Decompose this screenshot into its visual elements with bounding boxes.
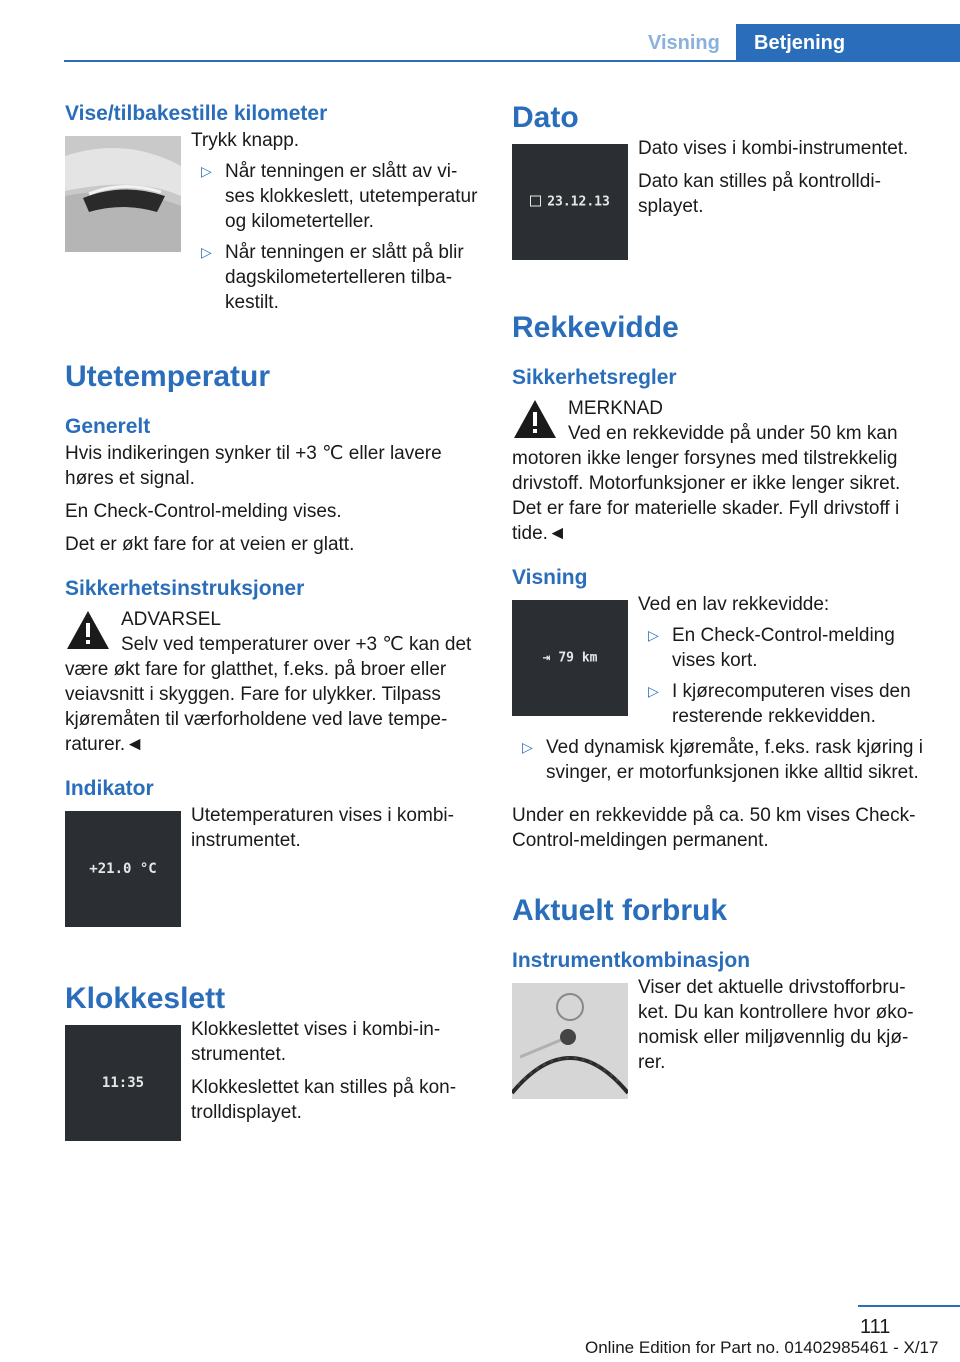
rekkevidde-title: Rekkevidde	[512, 311, 679, 344]
right-column	[512, 100, 926, 1109]
clock-display-image: 11:35	[65, 1025, 181, 1141]
range-display-image: ⇥ 79 km	[512, 600, 628, 716]
warning-text: Selv ved temperaturer over +3 ℃ kan det være økt fare for glatthet, f.eks. på broer eller veiavsnitt i skyggen. Fare for ulykker. Tilpass kjøremåten til værforholdene ved lave temperaturer.◄	[65, 634, 472, 755]
warning-label: ADVARSEL	[121, 609, 221, 630]
dato-title: Dato	[512, 101, 579, 134]
generelt-paragraph: Hvis indikeringen synker til +3 ℃ eller lavere høres et signal.	[65, 443, 442, 489]
tab-betjening[interactable]: Betjening	[736, 24, 960, 62]
utetemperatur-title: Utetemperatur	[65, 360, 271, 393]
warning-triangle-icon	[512, 398, 558, 440]
kilometer-bullet-1: ▷ Når tenningen er slått av vises klokkeslett, utetemperatur og kilometerteller.	[201, 161, 478, 232]
indikator-text: Utetemperaturen vises i kombiinstrumentet.	[191, 805, 454, 851]
generelt-paragraph: En Check-Control-melding vises.	[65, 501, 342, 522]
visning-bullet-3: ▷ Ved dynamisk kjøremåte, f.eks. rask kjøring i svinger, er motorfunksjonen ikke alltid sikret.	[522, 737, 923, 783]
generelt-paragraph: Det er økt fare for at veien er glatt.	[65, 534, 355, 555]
generelt-heading: Generelt	[65, 415, 151, 438]
rekkevidde-closing-text: Under en rekkevidde på ca. 50 km vises Check-Control-meldingen permanent.	[512, 805, 916, 851]
forbruk-title: Aktuelt forbruk	[512, 894, 728, 927]
calendar-icon	[530, 196, 541, 207]
visning-bullet-2: ▷ I kjørecomputeren vises den resterende rekkevidden.	[648, 681, 911, 727]
klokkeslett-paragraph: Klokkeslettet kan stilles på kontrolldisplayet.	[191, 1077, 457, 1123]
klokkeslett-paragraph: Klokkeslettet vises i kombi-instrumentet.	[191, 1019, 441, 1065]
forbruk-text: Viser det aktuelle drivstofforbruket. Du kan kontrollere hvor økonomisk eller miljøvennlig du kjører.	[638, 977, 914, 1073]
fuel-pump-icon: ⇥	[542, 650, 551, 666]
indikator-heading: Indikator	[65, 777, 154, 800]
dato-paragraph: Dato kan stilles på kontrolldisplayet.	[638, 171, 881, 217]
temperature-display-image: +21.0 °C	[65, 811, 181, 927]
notice-text: Ved en rekkevidde på under 50 km kan motoren ikke lenger forsynes med tilstrekkelig drivstoff. Motorfunksjoner er ikke lenger sikret. Det er fare for materielle skader. Fyll drivstoff i tide.◄	[512, 423, 901, 544]
tab-visning[interactable]: Visning	[648, 32, 720, 54]
klokkeslett-title: Klokkeslett	[65, 982, 226, 1015]
left-column	[65, 100, 479, 1151]
kilometer-text: Trykk knapp.	[191, 130, 300, 151]
page-number: 111	[860, 1316, 891, 1338]
date-display-image: 23.12.13	[512, 144, 628, 260]
kilometer-bullet-2: ▷ Når tenningen er slått på blir dagskilometertelleren tilbakestilt.	[201, 242, 464, 313]
footer-rule	[858, 1305, 960, 1307]
sikkerhetsinstruksjoner-heading: Sikkerhetsinstruksjoner	[65, 577, 305, 600]
sikkerhetsregler-heading: Sikkerhetsregler	[512, 366, 677, 389]
notice-label: MERKNAD	[568, 398, 664, 419]
edition-footer: Online Edition for Part no. 01402985461 - X/17	[585, 1338, 939, 1357]
visning-heading: Visning	[512, 566, 588, 589]
instrumentkombinasjon-heading: Instrumentkombinasjon	[512, 949, 751, 972]
gauge-image	[512, 983, 628, 1099]
kilometer-heading: Vise/tilbakestille kilometer	[65, 102, 328, 125]
dato-paragraph: Dato vises i kombi-instrumentet.	[638, 138, 909, 159]
warning-triangle-icon	[65, 609, 111, 651]
visning-text: Ved en lav rekkevidde:	[638, 594, 830, 615]
header-rule	[64, 60, 960, 62]
button-image	[65, 136, 181, 252]
visning-bullet-1: ▷ En Check-Control-melding vises kort.	[648, 625, 895, 671]
